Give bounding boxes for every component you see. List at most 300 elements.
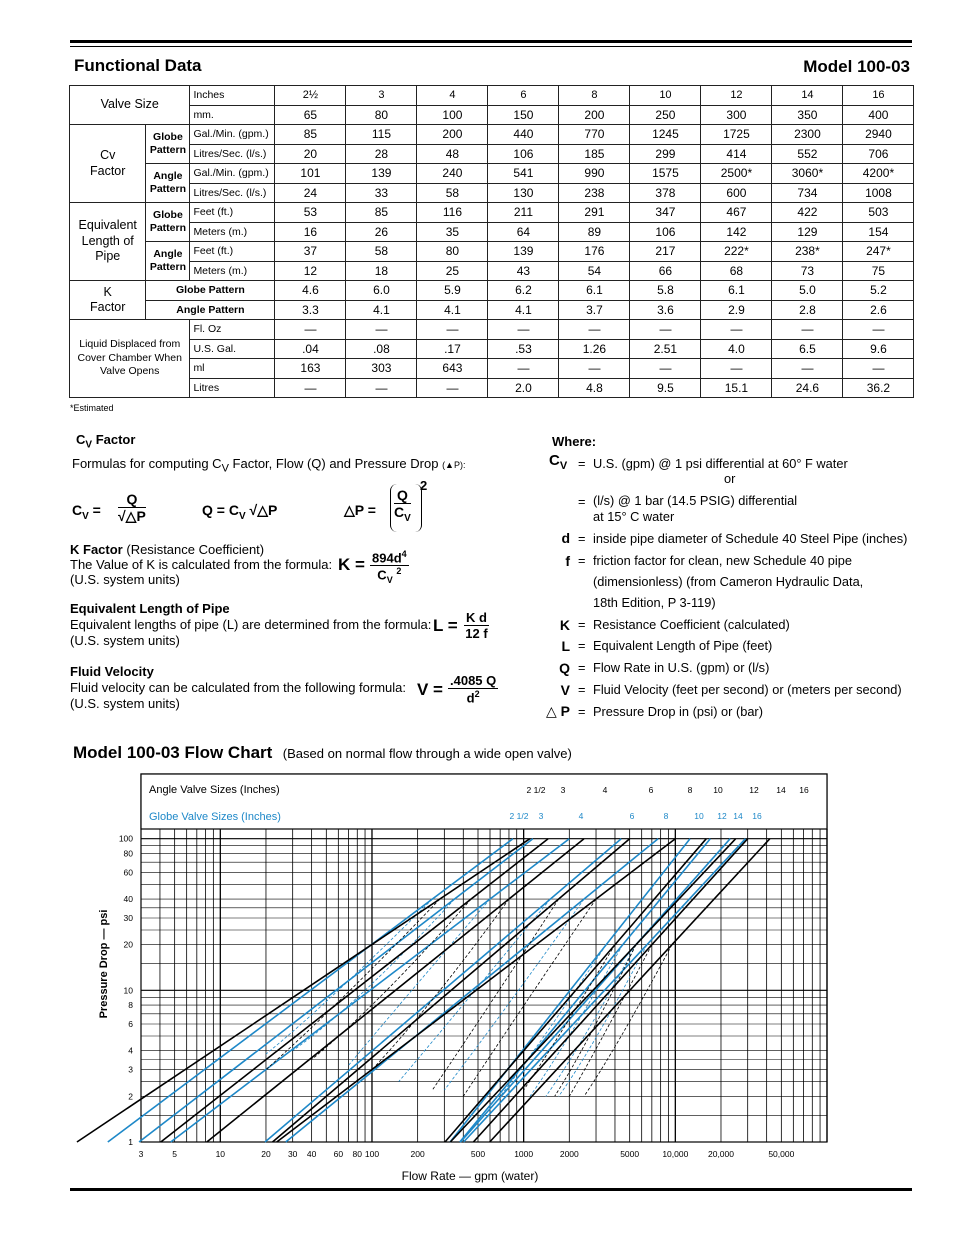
k-num-text: 894d	[372, 550, 402, 566]
cell: 2½	[275, 86, 346, 106]
cell: 4.1	[488, 300, 559, 320]
unit-label: Feet (ft.)	[190, 242, 275, 262]
cell: 10	[630, 86, 701, 106]
where-k-def: Resistance Coefficient (calculated)	[593, 617, 790, 632]
angle-series-dashed-curve	[569, 945, 652, 1097]
globe-size-label: 16	[752, 811, 762, 821]
cell: 89	[559, 222, 630, 242]
eq-sign: =	[578, 617, 586, 632]
cell: 2940	[843, 125, 914, 145]
globe-size-label: 3	[538, 811, 544, 821]
cell: —	[630, 359, 701, 379]
cell: 65	[275, 105, 346, 125]
cell: 6.0	[346, 281, 417, 301]
cell: 35	[417, 222, 488, 242]
y-tick-label: 10	[123, 985, 133, 996]
y-tick-label: 2	[128, 1091, 133, 1102]
cell: —	[701, 320, 772, 340]
cell: 106	[488, 144, 559, 164]
where-f-sym: f	[565, 553, 570, 569]
elp-den: 12 f	[465, 626, 488, 641]
cell: 58	[346, 242, 417, 262]
cell: 3.3	[275, 300, 346, 320]
cell: 66	[630, 261, 701, 281]
globe-size-label: 10	[694, 811, 704, 821]
eq-sign: =	[578, 456, 586, 471]
globe-size-label: 12	[717, 811, 727, 821]
cv-heading-text: Factor	[95, 432, 136, 447]
cell: .04	[275, 339, 346, 359]
cell: 68	[701, 261, 772, 281]
cell: 600	[701, 183, 772, 203]
cell: 4200*	[843, 164, 914, 184]
cell: 5.2	[843, 281, 914, 301]
cell: 6.1	[559, 281, 630, 301]
cell: —	[417, 378, 488, 398]
cell: 200	[417, 125, 488, 145]
unit-label: Inches	[190, 86, 275, 106]
cell: 24.6	[772, 378, 843, 398]
x-tick-label: 60	[333, 1149, 344, 1159]
cell: —	[488, 359, 559, 379]
cell: 16	[275, 222, 346, 242]
angle-size-label: 12	[749, 785, 759, 795]
globe-pattern-label: Globe Pattern	[146, 281, 275, 301]
globe-pattern-label: Globe Pattern	[146, 203, 190, 242]
unit-label: Gal./Min. (gpm.)	[190, 125, 275, 145]
globe-size-label: 4	[578, 811, 584, 821]
cell: 1725	[701, 125, 772, 145]
unit-label: Fl. Oz	[190, 320, 275, 340]
angle-series-dashed-curve	[266, 899, 440, 1070]
cell: 80	[417, 242, 488, 262]
cell: 8	[559, 86, 630, 106]
cell: 5.8	[630, 281, 701, 301]
x-tick-label: 200	[410, 1149, 425, 1159]
eq-sign: =	[578, 494, 586, 509]
estimated-note: *Estimated	[70, 403, 114, 413]
elp-line2: (U.S. system units)	[70, 633, 180, 648]
eq-sign: =	[578, 704, 586, 719]
y-tick-label: 8	[128, 1000, 133, 1011]
unit-label: Meters (m.)	[190, 261, 275, 281]
fv-den: $d^2$	[466, 689, 480, 706]
x-tick-label: 80	[352, 1149, 363, 1159]
cell: 2300	[772, 125, 843, 145]
fv-line2: (U.S. system units)	[70, 696, 180, 711]
cv-den: √△P	[118, 508, 146, 524]
cell: 25	[417, 261, 488, 281]
cell: 238	[559, 183, 630, 203]
flowchart-subtitle: (Based on normal flow through a wide open valve)	[282, 746, 572, 761]
cell: 85	[346, 203, 417, 223]
cell: 75	[843, 261, 914, 281]
angle-pattern-label: Angle Pattern	[146, 300, 275, 320]
k-heading-rest: (Resistance Coefficient)	[126, 542, 265, 557]
angle-size-label: 14	[776, 785, 786, 795]
cell: 73	[772, 261, 843, 281]
cell: 100	[417, 105, 488, 125]
cell: 12	[701, 86, 772, 106]
cell: 150	[488, 105, 559, 125]
cell: —	[630, 320, 701, 340]
cell: 734	[772, 183, 843, 203]
q-formula: $Q = C_V$ √△P	[202, 502, 278, 522]
cell: 350	[772, 105, 843, 125]
cell: 3060*	[772, 164, 843, 184]
eq-sign: =	[578, 531, 586, 546]
cell: 6.2	[488, 281, 559, 301]
cell: 80	[346, 105, 417, 125]
k-den: $C_V$ $^2$	[377, 566, 402, 586]
cell: 250	[630, 105, 701, 125]
where-q-def: Flow Rate in U.S. (gpm) or (l/s)	[593, 660, 770, 675]
cell: 15.1	[701, 378, 772, 398]
cell: —	[559, 320, 630, 340]
cell: 200	[559, 105, 630, 125]
cell: 4	[417, 86, 488, 106]
angle-series-dashed-curve	[463, 899, 596, 1096]
elp-num: K d	[466, 610, 487, 625]
cell: 116	[417, 203, 488, 223]
cell: 2500*	[701, 164, 772, 184]
x-tick-label: 40	[306, 1149, 317, 1159]
elp-heading: Equivalent Length of Pipe	[70, 601, 230, 616]
cell: 2.0	[488, 378, 559, 398]
cell: —	[417, 320, 488, 340]
where-k-sym: K	[559, 617, 570, 633]
cell: 24	[275, 183, 346, 203]
x-tick-label: 10,000	[662, 1149, 689, 1159]
where-p-sym-text: P	[560, 703, 571, 719]
cell: 770	[559, 125, 630, 145]
cell: 240	[417, 164, 488, 184]
cell: 422	[772, 203, 843, 223]
dp-num: Q	[394, 487, 411, 504]
elp-formula-lhs: L =	[433, 616, 458, 635]
delta-glyph: △	[546, 703, 557, 719]
cell: 1.26	[559, 339, 630, 359]
cell: 64	[488, 222, 559, 242]
cell: 6.5	[772, 339, 843, 359]
cell: —	[701, 359, 772, 379]
angle-size-label: 16	[799, 785, 809, 795]
angle-pattern-label: Angle Pattern	[146, 242, 190, 281]
cell: —	[346, 378, 417, 398]
cell: 4.1	[417, 300, 488, 320]
cell: 4.1	[346, 300, 417, 320]
x-tick-label: 10	[215, 1149, 226, 1159]
cell: 378	[630, 183, 701, 203]
cell: —	[772, 359, 843, 379]
eq-sign: =	[578, 553, 586, 568]
k-line1: The Value of K is calculated from the formula:	[70, 557, 333, 572]
angle-size-label: 2 1/2	[526, 785, 546, 795]
where-cv-def1: U.S. (gpm) @ 1 psi differential at 60° F water	[593, 456, 848, 471]
where-f-def3: 18th Edition, P 3-119)	[593, 595, 716, 610]
cell: 217	[630, 242, 701, 262]
cell: 37	[275, 242, 346, 262]
where-f-def2: (dimensionless) (from Cameron Hydraulic Data,	[593, 574, 864, 589]
cell: 12	[275, 261, 346, 281]
x-tick-label: 5000	[620, 1149, 640, 1159]
fv-formula-lhs: V =	[417, 680, 443, 699]
k-num: $894d^4$	[372, 549, 407, 566]
k-formula-lhs: K =	[338, 555, 365, 574]
cell: .17	[417, 339, 488, 359]
globe-size-label: 6	[629, 811, 635, 821]
x-tick-label: 20,000	[707, 1149, 734, 1159]
where-v-def: Fluid Velocity (feet per second) or (meters per second)	[593, 682, 902, 697]
dp-exponent: 2	[420, 478, 428, 493]
cv-formula: $C_V$ =	[72, 502, 101, 522]
cv-factor-label: Cv Factor	[70, 125, 146, 203]
cell: 3.6	[630, 300, 701, 320]
flowchart-title: Model 100-03 Flow Chart	[73, 743, 273, 762]
cell: 176	[559, 242, 630, 262]
angle-size-label: 8	[687, 785, 693, 795]
angle-pattern-label: Angle Pattern	[146, 164, 190, 203]
x-tick-label: 50,000	[768, 1149, 795, 1159]
cell: 6	[488, 86, 559, 106]
cell: 552	[772, 144, 843, 164]
unit-label: Litres/Sec. (l/s.)	[190, 144, 275, 164]
x-tick-label: 100	[364, 1149, 380, 1159]
cell: 3.7	[559, 300, 630, 320]
cell: 414	[701, 144, 772, 164]
cell: 1245	[630, 125, 701, 145]
angle-series-dashed-curve	[584, 945, 672, 1097]
k-factor-label: K Factor	[70, 281, 146, 320]
angle-size-label: 10	[713, 785, 723, 795]
y-tick-label: 3	[128, 1064, 133, 1075]
where-q-sym: Q	[559, 660, 570, 676]
x-tick-label: 1000	[514, 1149, 534, 1159]
cell: 1008	[843, 183, 914, 203]
angle-size-label: 3	[560, 785, 566, 795]
cell: 5.9	[417, 281, 488, 301]
fv-num: .4085 Q	[450, 673, 497, 688]
eq-sign: =	[578, 682, 586, 697]
where-d-sym: d	[561, 530, 570, 546]
y-axis-label: Pressure Drop — psi	[98, 909, 110, 1019]
y-tick-label: 4	[128, 1045, 133, 1056]
globe-pattern-label: Globe Pattern	[146, 125, 190, 164]
globe-series-dashed-curve	[348, 899, 490, 1065]
where-cv-def2: (l/s) @ 1 bar (14.5 PSIG) differential	[593, 493, 798, 508]
x-tick-label: 5	[172, 1149, 178, 1159]
x-tick-label: 30	[287, 1149, 298, 1159]
cell: —	[275, 378, 346, 398]
cell: —	[488, 320, 559, 340]
cv-intro-3: (▲P):	[442, 460, 466, 470]
cell: 291	[559, 203, 630, 223]
cell: 9.5	[630, 378, 701, 398]
x-tick-label: 20	[261, 1149, 271, 1159]
unit-label: U.S. Gal.	[190, 339, 275, 359]
x-tick-label: 3	[138, 1149, 144, 1159]
cell: 440	[488, 125, 559, 145]
cell: 139	[488, 242, 559, 262]
unit-label: Feet (ft.)	[190, 203, 275, 223]
bottom-rule	[70, 1188, 912, 1191]
elp-line1: Equivalent lengths of pipe (L) are determined from the formula:	[70, 617, 432, 632]
cell: —	[843, 359, 914, 379]
cell: 163	[275, 359, 346, 379]
cell: 20	[275, 144, 346, 164]
cell: 18	[346, 261, 417, 281]
cell: 139	[346, 164, 417, 184]
liquid-displaced-label: Liquid Displaced from Cover Chamber When Valve Opens	[70, 320, 190, 398]
cell: 16	[843, 86, 914, 106]
cell: 2.51	[630, 339, 701, 359]
cv-intro-1: Formulas for computing C	[72, 456, 222, 471]
y-tick-label: 100	[118, 833, 133, 844]
unit-label: ml	[190, 359, 275, 379]
cell: 2.9	[701, 300, 772, 320]
cell: 400	[843, 105, 914, 125]
where-l-sym: L	[561, 638, 570, 654]
cell: 54	[559, 261, 630, 281]
cell: 48	[417, 144, 488, 164]
cell: 2.8	[772, 300, 843, 320]
cell: —	[346, 320, 417, 340]
cell: 154	[843, 222, 914, 242]
cell: 43	[488, 261, 559, 281]
unit-label: Gal./Min. (gpm.)	[190, 164, 275, 184]
where-v-sym: V	[560, 682, 570, 698]
y-tick-label: 80	[123, 848, 133, 859]
cell: 541	[488, 164, 559, 184]
legend-globe: Globe Valve Sizes (Inches)	[149, 811, 281, 823]
where-p-def: Pressure Drop in (psi) or (bar)	[593, 704, 763, 719]
cell: —	[843, 320, 914, 340]
cell: 643	[417, 359, 488, 379]
cell: 2.6	[843, 300, 914, 320]
cell: 3	[346, 86, 417, 106]
globe-size-label: 8	[663, 811, 669, 821]
cell: 222*	[701, 242, 772, 262]
cell: —	[559, 359, 630, 379]
cv-num: Q	[118, 491, 146, 508]
model-title: Model 100-03	[803, 57, 910, 76]
k-line2: (U.S. system units)	[70, 572, 180, 587]
cell: 5.0	[772, 281, 843, 301]
y-tick-label: 40	[123, 894, 133, 905]
k-heading: K Factor	[70, 542, 123, 557]
cell: 347	[630, 203, 701, 223]
cell: 211	[488, 203, 559, 223]
cell: 467	[701, 203, 772, 223]
where-heading: Where:	[552, 434, 597, 449]
where-l-def: Equivalent Length of Pipe (feet)	[593, 638, 773, 653]
page-title: Functional Data	[74, 56, 202, 75]
cell: 26	[346, 222, 417, 242]
globe-size-label: 2 1/2	[509, 811, 529, 821]
valve-size-label: Valve Size	[70, 86, 190, 125]
unit-label: mm.	[190, 105, 275, 125]
y-tick-label: 30	[123, 912, 133, 923]
cell: 238*	[772, 242, 843, 262]
cell: 185	[559, 144, 630, 164]
cv-intro: Formulas for computing $C_V$ Factor, Flow (Q) and Pressure Drop (▲P):	[72, 456, 466, 475]
where-d-def: inside pipe diameter of Schedule 40 Steel Pipe (inches)	[593, 531, 908, 546]
cell: 14	[772, 86, 843, 106]
cell: 1575	[630, 164, 701, 184]
dp-formula: △P =	[344, 502, 376, 518]
cell: 303	[346, 359, 417, 379]
where-or: or	[724, 471, 736, 486]
x-axis-label: Flow Rate — gpm (water)	[401, 1169, 539, 1183]
globe-size-label: 14	[733, 811, 743, 821]
cell: 6.1	[701, 281, 772, 301]
eq-sign: =	[578, 660, 586, 675]
globe-series-dashed-curve	[266, 899, 432, 1054]
cell: 85	[275, 125, 346, 145]
cell: 129	[772, 222, 843, 242]
cell: 4.6	[275, 281, 346, 301]
fv-den-text: d	[466, 690, 475, 706]
cell: 101	[275, 164, 346, 184]
angle-size-label: 4	[602, 785, 608, 795]
y-tick-label: 1	[128, 1137, 133, 1147]
cv-intro-2: Factor, Flow (Q) and Pressure Drop	[232, 456, 439, 471]
y-tick-label: 20	[123, 939, 133, 950]
cv-heading: $C_V$ Factor	[76, 432, 136, 451]
y-tick-label: 60	[123, 867, 133, 878]
cell: 706	[843, 144, 914, 164]
cell: 53	[275, 203, 346, 223]
elp-label: Equivalent Length of Pipe	[70, 203, 146, 281]
where-cv-sym: $C_V$	[549, 452, 568, 472]
fv-heading: Fluid Velocity	[70, 664, 154, 679]
where-cv-def2b: at 15° C water	[593, 509, 675, 524]
cell: 4.0	[701, 339, 772, 359]
cell: 4.8	[559, 378, 630, 398]
unit-label: Litres/Sec. (l/s.)	[190, 183, 275, 203]
unit-label: Meters (m.)	[190, 222, 275, 242]
where-f-def1: friction factor for clean, new Schedule 40 pipe	[593, 553, 852, 568]
cell: —	[275, 320, 346, 340]
cell: 142	[701, 222, 772, 242]
cell: .08	[346, 339, 417, 359]
cell: 247*	[843, 242, 914, 262]
eq-sign: =	[578, 638, 586, 653]
cell: 990	[559, 164, 630, 184]
cell: 58	[417, 183, 488, 203]
cell: .53	[488, 339, 559, 359]
angle-size-label: 6	[648, 785, 654, 795]
cell: 106	[630, 222, 701, 242]
cell: —	[772, 320, 843, 340]
cell: 130	[488, 183, 559, 203]
cell: 28	[346, 144, 417, 164]
legend-angle: Angle Valve Sizes (Inches)	[149, 784, 280, 796]
cell: 9.6	[843, 339, 914, 359]
x-tick-label: 2000	[559, 1149, 579, 1159]
cell: 33	[346, 183, 417, 203]
cell: 115	[346, 125, 417, 145]
fv-line1: Fluid velocity can be calculated from the following formula:	[70, 680, 406, 695]
cell: 300	[701, 105, 772, 125]
y-tick-label: 6	[128, 1018, 133, 1029]
cell: 36.2	[843, 378, 914, 398]
cell: 299	[630, 144, 701, 164]
unit-label: Litres	[190, 378, 275, 398]
cell: 503	[843, 203, 914, 223]
dp-den: $C_V$	[394, 504, 411, 524]
x-tick-label: 500	[470, 1149, 486, 1159]
